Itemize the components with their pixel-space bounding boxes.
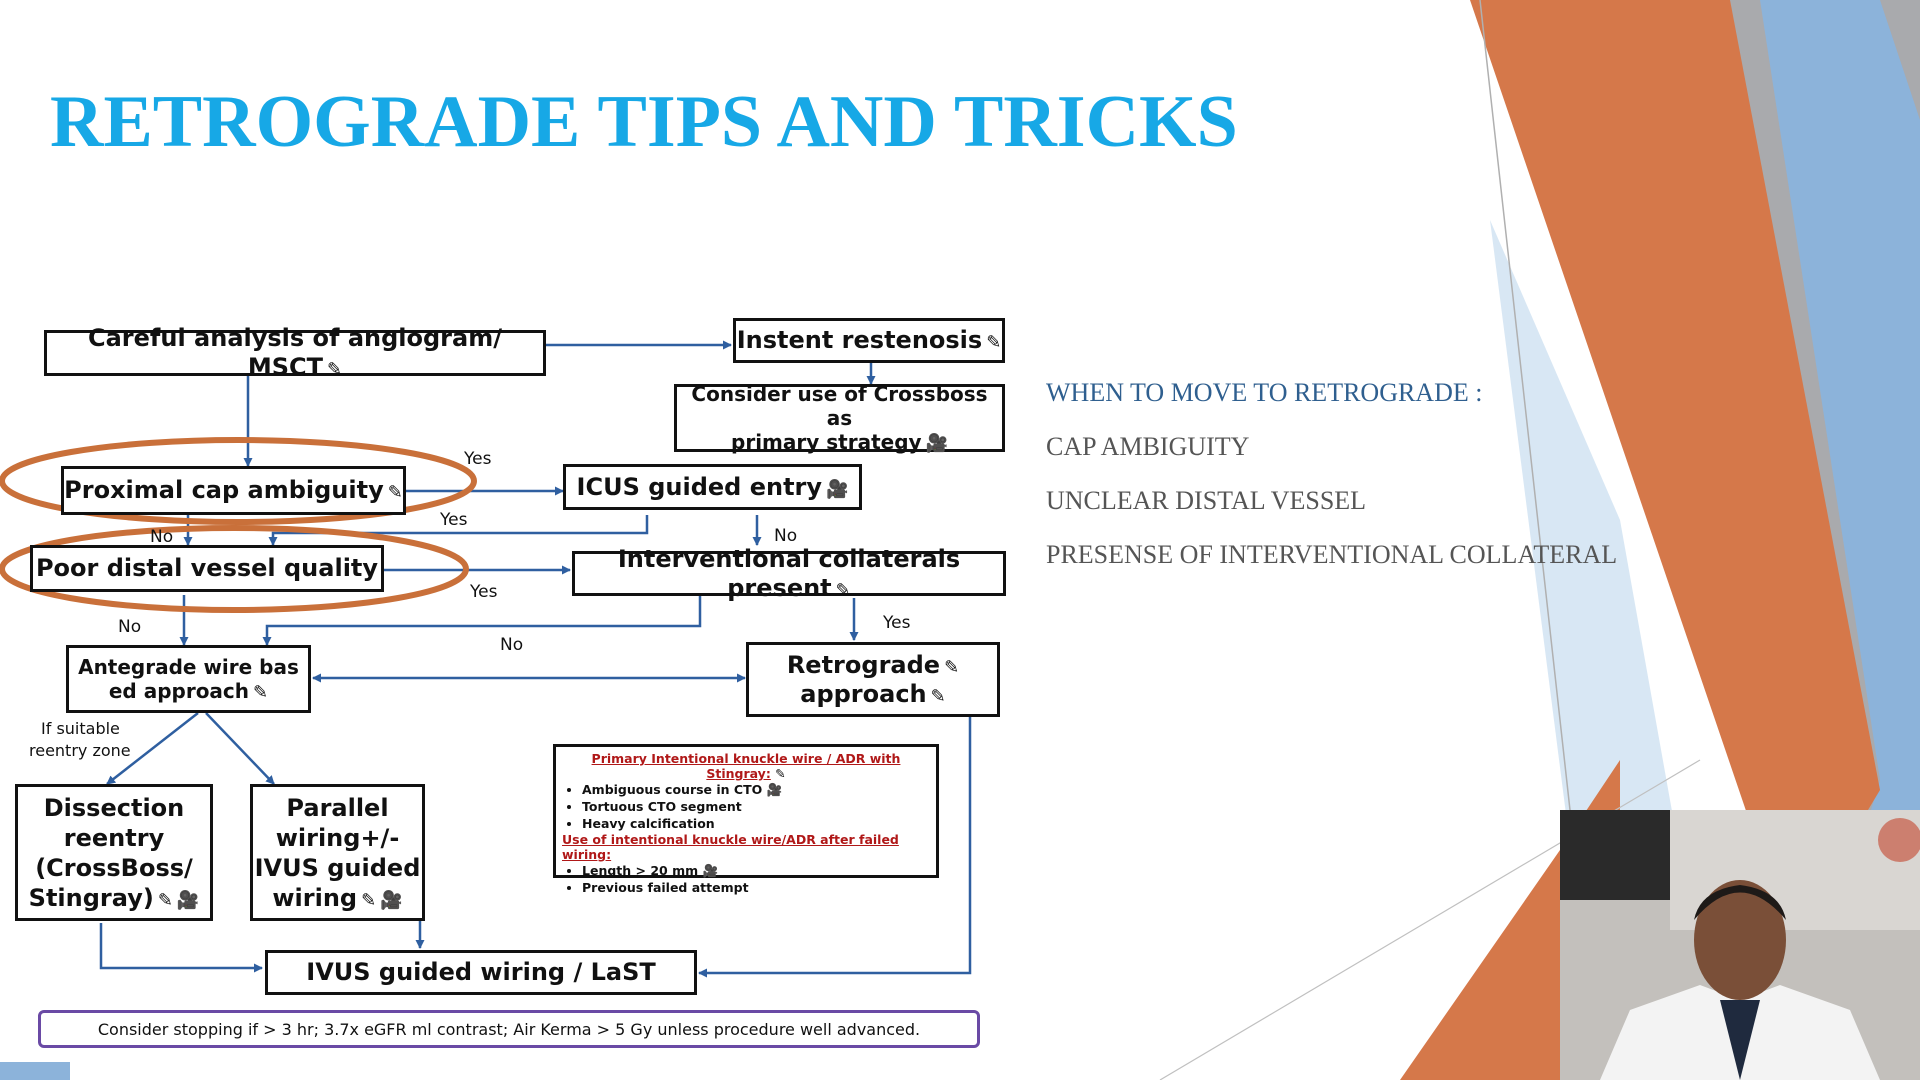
node-careful-analysis-text: Careful analysis of angiogram/ MSCT bbox=[88, 324, 502, 381]
node-poor-distal bbox=[30, 545, 384, 592]
node-crossboss-line2: primary strategy bbox=[731, 429, 922, 454]
node-collaterals-text: Interventional collaterals present bbox=[617, 544, 961, 602]
label-yes-collaterals: Yes bbox=[883, 613, 911, 633]
video-camera-icon: 🎥 bbox=[380, 889, 403, 911]
label-suitable-line1: If suitable bbox=[41, 719, 120, 738]
node-dissection-line3: (CrossBoss/ bbox=[35, 853, 193, 882]
retrograde-criteria-item: PRESENSE OF INTERVENTIONAL COLLATERAL bbox=[1046, 540, 1618, 569]
presenter-webcam-video bbox=[1560, 810, 1920, 1080]
stopping-criteria-note: Consider stopping if > 3 hr; 3.7x eGFR ml contrast; Air Kerma > 5 Gy unless procedure well advanced. bbox=[38, 1010, 980, 1048]
edit-note-icon: ✎ bbox=[327, 359, 343, 380]
edit-note-icon: ✎ bbox=[157, 889, 173, 911]
retrograde-criteria-heading: WHEN TO MOVE TO RETROGRADE : bbox=[1046, 378, 1483, 407]
video-camera-icon: 🎥 bbox=[925, 432, 948, 454]
video-camera-icon: 🎥 bbox=[762, 782, 783, 797]
node-dissection-line1: Dissection bbox=[43, 793, 185, 822]
knuckle-item-length: Length > 20 mm bbox=[582, 863, 699, 878]
node-antegrade bbox=[66, 645, 311, 713]
node-instent-text: Instent restenosis bbox=[736, 326, 983, 355]
label-no-collaterals: No bbox=[500, 635, 524, 655]
video-camera-icon: 🎥 bbox=[176, 889, 200, 911]
node-crossboss bbox=[674, 381, 1005, 454]
edit-note-icon: ✎ bbox=[361, 889, 377, 911]
node-dissection-line2: reentry bbox=[63, 823, 165, 852]
label-no-icus: No bbox=[774, 526, 798, 546]
list-item: • Heavy calcification bbox=[582, 815, 930, 832]
node-ivus-last-text: IVUS guided wiring / LaST bbox=[306, 958, 656, 987]
label-no-poor: No bbox=[118, 617, 142, 637]
list-item bbox=[582, 781, 930, 798]
node-icus-text: ICUS guided entry bbox=[576, 472, 823, 501]
arrow-dissection-to-ivus bbox=[101, 923, 262, 968]
node-poor-distal-text: Poor distal vessel quality bbox=[35, 554, 379, 583]
node-parallel-line4: wiring bbox=[272, 883, 358, 912]
label-yes-proximal: Yes bbox=[464, 449, 492, 469]
label-yes-poor: Yes bbox=[470, 582, 498, 602]
video-red-object bbox=[1878, 818, 1920, 862]
list-item: • Previous failed attempt bbox=[582, 879, 930, 896]
presenter-video-frame bbox=[1560, 810, 1920, 1080]
edit-note-icon: ✎ bbox=[387, 482, 403, 504]
edit-note-icon: ✎ bbox=[253, 681, 269, 703]
node-interventional-collaterals bbox=[572, 544, 1006, 602]
node-antegrade-line2: ed approach bbox=[108, 678, 250, 703]
node-parallel-wiring bbox=[250, 784, 425, 921]
arrow-collaterals-no bbox=[267, 595, 700, 645]
knuckle-list-failed bbox=[576, 862, 930, 896]
edit-note-icon: ✎ bbox=[986, 332, 1002, 354]
knuckle-heading-primary: Primary Intentional knuckle wire / ADR with Stingray: bbox=[591, 751, 901, 781]
label-no-proximal: No bbox=[150, 527, 174, 547]
node-instent-restenosis bbox=[733, 318, 1005, 363]
retrograde-criteria-item: UNCLEAR DISTAL VESSEL bbox=[1046, 486, 1367, 515]
slide-title: RETROGRADE TIPS AND TRICKS bbox=[50, 81, 1238, 163]
node-retrograde-line2: approach bbox=[800, 679, 927, 708]
label-suitable-reentry bbox=[29, 718, 131, 763]
knuckle-heading-failed: Use of intentional knuckle wire/ADR after failed wiring: bbox=[562, 832, 899, 862]
node-proximal-text: Proximal cap ambiguity bbox=[64, 476, 384, 505]
retrograde-criteria-item: CAP AMBIGUITY bbox=[1046, 432, 1250, 461]
node-proximal-cap bbox=[61, 466, 406, 515]
knuckle-item-ambiguous: Ambiguous course in CTO bbox=[582, 782, 763, 797]
node-dissection-line4: Stingray) bbox=[28, 883, 154, 912]
label-yes-icus: Yes bbox=[440, 510, 468, 530]
arrow-antegrade-to-parallel bbox=[206, 713, 274, 784]
node-retrograde-line1: Retrograde bbox=[786, 650, 941, 679]
node-retrograde bbox=[746, 642, 1000, 717]
node-parallel-line2: wiring+/- bbox=[275, 823, 400, 852]
node-dissection-reentry bbox=[15, 784, 213, 921]
node-parallel-line1: Parallel bbox=[286, 793, 389, 822]
node-antegrade-line1: Antegrade wire bas bbox=[78, 654, 299, 679]
edit-note-icon: ✎ bbox=[770, 766, 786, 781]
video-camera-icon: 🎥 bbox=[826, 478, 849, 500]
edit-note-icon: ✎ bbox=[835, 579, 851, 601]
edit-note-icon: ✎ bbox=[930, 685, 946, 707]
knuckle-list-primary bbox=[576, 781, 930, 832]
node-ivus-last bbox=[265, 950, 697, 995]
list-item bbox=[582, 862, 930, 879]
node-careful-analysis bbox=[44, 324, 546, 381]
node-icus-entry bbox=[563, 464, 862, 510]
node-parallel-line3: IVUS guided bbox=[254, 853, 421, 882]
video-camera-icon: 🎥 bbox=[698, 863, 719, 878]
edit-note-icon: ✎ bbox=[944, 656, 960, 678]
node-crossboss-line1: Consider use of Crossboss as bbox=[691, 381, 988, 430]
list-item: • Tortuous CTO segment bbox=[582, 798, 930, 815]
label-suitable-line2: reentry zone bbox=[29, 741, 131, 761]
video-dark-corner bbox=[1560, 810, 1670, 900]
knuckle-wire-box bbox=[553, 744, 939, 895]
